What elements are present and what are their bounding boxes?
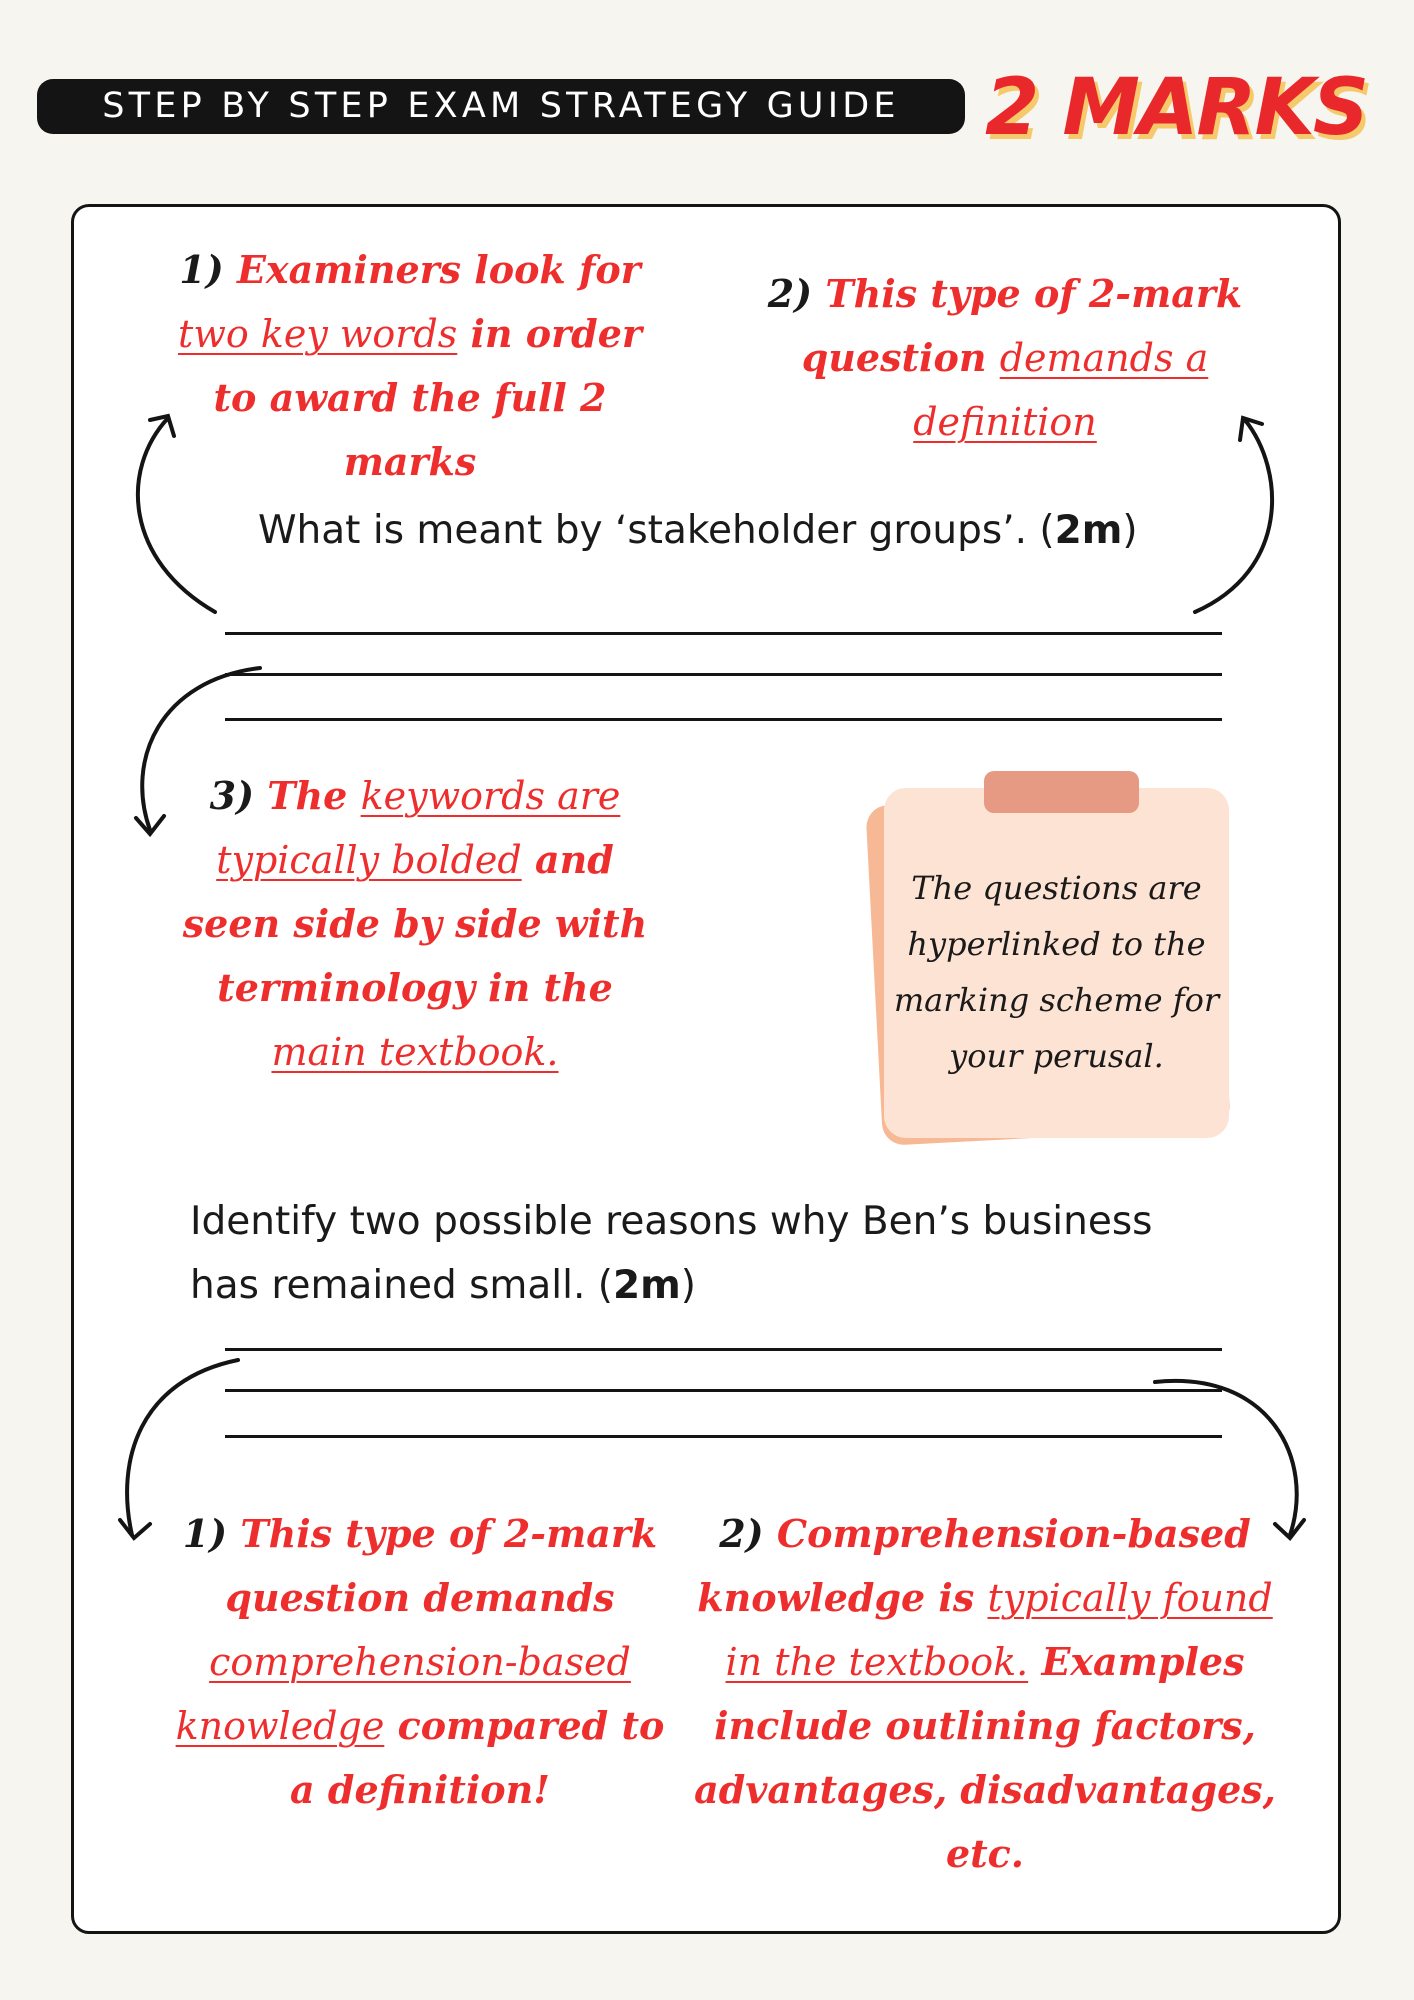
note-underlined-text: typically found in the textbook. <box>725 1576 1273 1684</box>
note-underlined-text: comprehension-based knowledge <box>175 1640 631 1748</box>
arrowhead-left-q2 <box>120 1520 150 1538</box>
note-text: compared to a definition! <box>290 1703 665 1812</box>
answer-line <box>225 1435 1222 1438</box>
answer-line <box>225 1348 1222 1351</box>
note-text: in order to award the full 2 marks <box>213 311 642 484</box>
note-text: The <box>267 773 348 818</box>
answer-line <box>225 718 1222 721</box>
sticky-note-text: The questions are hyperlinked to the marking scheme for your perusal. <box>893 869 1220 1075</box>
note-text: and seen side by side with terminology in the <box>182 837 648 1010</box>
note-text: This type of 2-mark question <box>801 271 1243 380</box>
note-comprehension-based <box>160 1502 680 1822</box>
question-marks-open: ( <box>1039 508 1055 553</box>
note-number: 2) <box>719 1511 764 1556</box>
note-underlined-text: main textbook. <box>271 1030 559 1074</box>
note-text: Examiners look for <box>236 247 641 292</box>
note-text: Examples include outlining factors, advantages, disadvantages, etc. <box>694 1639 1276 1876</box>
question-marks-close: ) <box>680 1263 696 1308</box>
note-number: 1) <box>182 1511 228 1556</box>
note-two-key-words <box>160 238 660 494</box>
note-demands-definition <box>735 262 1275 454</box>
question-stakeholder-groups <box>258 499 1238 563</box>
question-text-line: Identify two possible reasons why Ben’s business <box>190 1199 1153 1244</box>
note-number: 2) <box>767 271 813 316</box>
question-marks: 2m <box>1054 508 1123 553</box>
question-marks: 2m <box>613 1263 681 1308</box>
marks-badge: 2 MARKS <box>985 63 1368 153</box>
answer-line <box>225 1389 1222 1392</box>
question-marks-open: ( <box>597 1263 613 1308</box>
question-marks-close: ) <box>1122 508 1138 553</box>
answer-line <box>225 673 1222 676</box>
note-keywords-bolded <box>165 764 665 1084</box>
note-number: 3) <box>209 773 255 818</box>
answer-line <box>225 632 1222 635</box>
note-underlined-text: two key words <box>178 312 458 356</box>
note-found-in-textbook <box>690 1502 1280 1886</box>
sticky-note-tape <box>984 771 1139 813</box>
note-text: Comprehension-based knowledge is <box>697 1511 1251 1620</box>
question-ben-business <box>190 1190 1240 1318</box>
guide-title: STEP BY STEP EXAM STRATEGY GUIDE <box>102 86 900 126</box>
note-number: 1) <box>179 247 224 292</box>
note-underlined-text: demands a definition <box>913 336 1209 444</box>
question-text-line: has remained small. <box>190 1263 586 1308</box>
note-underlined-text: keywords are typically bolded <box>216 774 621 882</box>
note-text: This type of 2-mark question demands <box>225 1511 658 1620</box>
question-text: What is meant by ‘stakeholder groups’. <box>258 508 1028 553</box>
